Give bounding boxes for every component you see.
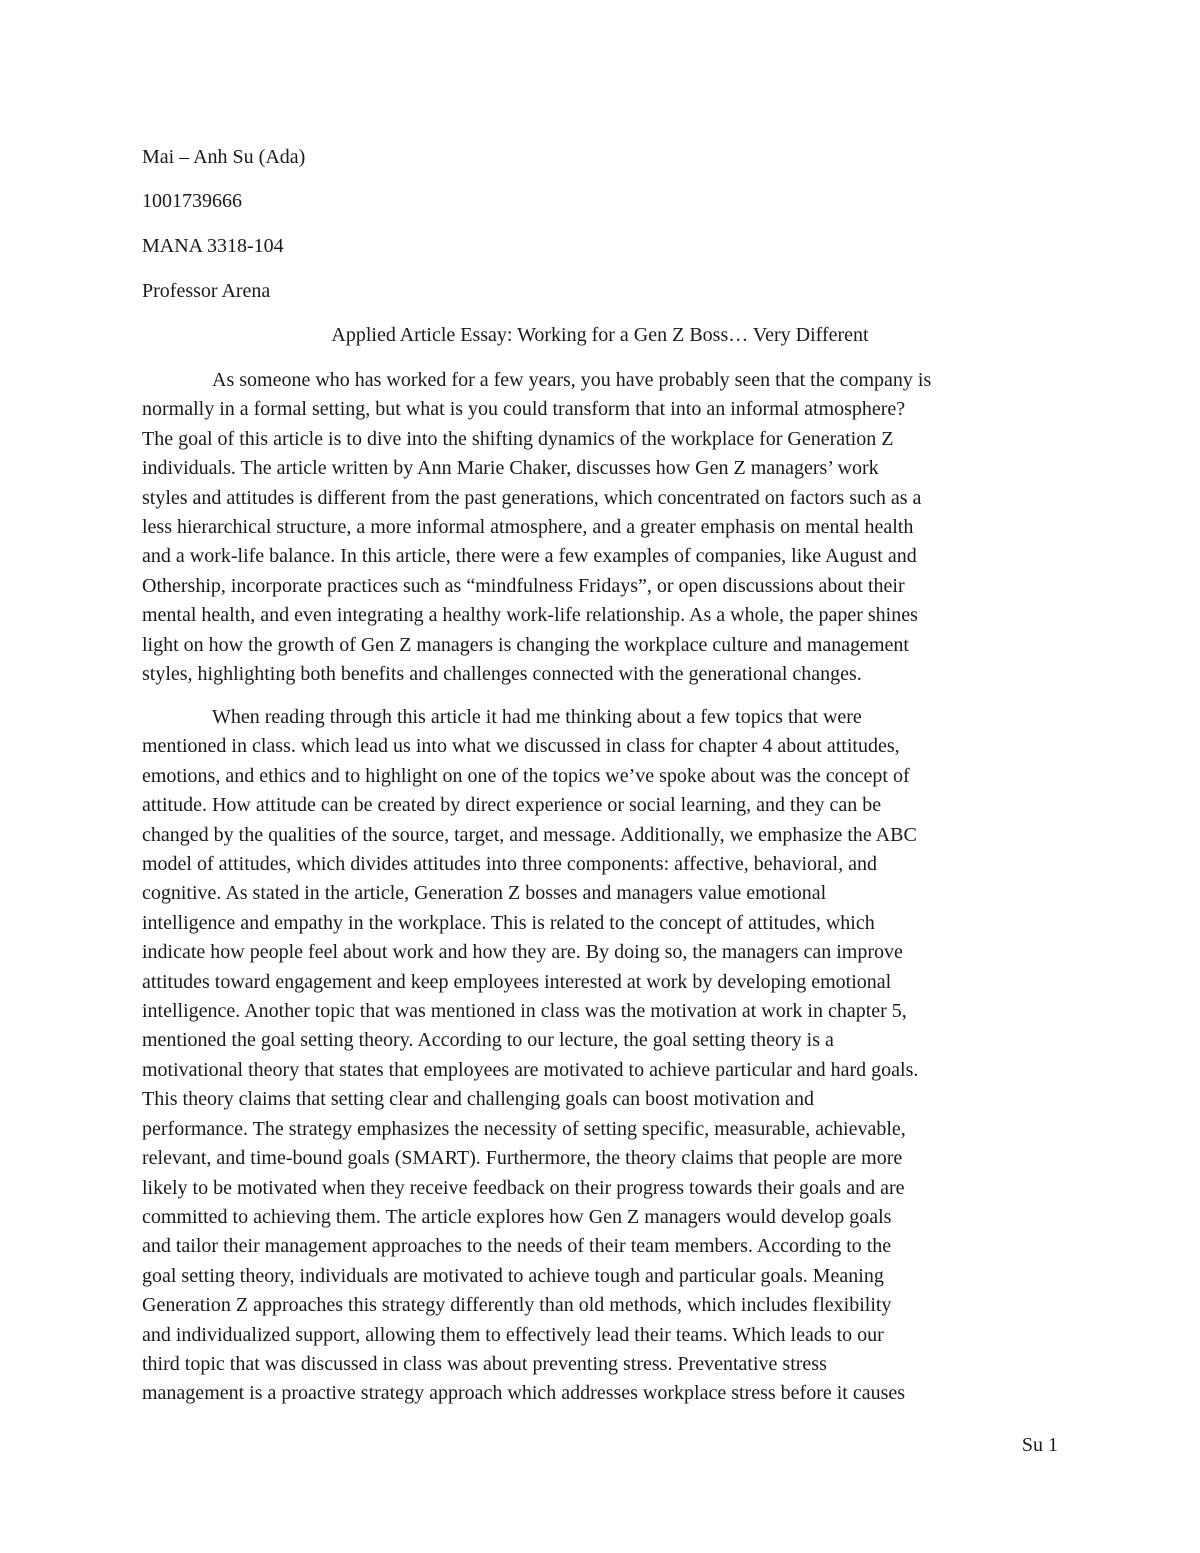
essay-title: Applied Article Essay: Working for a Gen Z Boss… Very Different (331, 324, 869, 346)
text-line: This theory claims that setting clear and challenging goals can boost motivation and (142, 1088, 815, 1111)
text-line: Generation Z approaches this strategy differently than old methods, which includes flexibility (142, 1294, 892, 1317)
text-line: model of attitudes, which divides attitudes into three components: affective, behavioral, and (142, 853, 877, 876)
text-line: relevant, and time-bound goals (SMART). Furthermore, the theory claims that people are more (142, 1147, 903, 1170)
page-number: Su 1 (1021, 1434, 1058, 1456)
text-line: As someone who has worked for a few years, you have probably seen that the company is (212, 369, 932, 391)
text-line: attitude. How attitude can be created by direct experience or social learning, and they can be (142, 794, 882, 817)
text-line: mentioned in class. which lead us into what we discussed in class for chapter 4 about attitudes, (142, 735, 900, 758)
text-line: less hierarchical structure, a more informal atmosphere, and a greater emphasis on mental health (142, 516, 914, 539)
author-name: Mai – Anh Su (Ada) (142, 146, 306, 168)
text-line: light on how the growth of Gen Z managers is changing the workplace culture and management (142, 633, 909, 656)
paragraph-1 (142, 366, 1067, 689)
student-id: 1001739666 (142, 190, 242, 212)
text-line: attitudes toward engagement and keep employees interested at work by developing emotional (142, 970, 892, 993)
text-line: mentioned the goal setting theory. According to our lecture, the goal setting theory is a (142, 1029, 834, 1052)
course-code: MANA 3318-104 (142, 235, 284, 257)
text-line: third topic that was discussed in class was about preventing stress. Preventative stress (142, 1352, 827, 1375)
text-line: indicate how people feel about work and how they are. By doing so, the managers can improve (142, 941, 903, 964)
text-line: styles and attitudes is different from the past generations, which concentrated on factors such as a (142, 486, 922, 509)
text-line: Othership, incorporate practices such as “mindfulness Fridays”, or open discussions about their (142, 574, 905, 597)
text-line: and a work-life balance. In this article, there were a few examples of companies, like August and (142, 545, 917, 568)
text-line: styles, highlighting both benefits and challenges connected with the generational changes. (142, 663, 862, 686)
text-line: When reading through this article it had me thinking about a few topics that were (212, 706, 862, 728)
text-line: changed by the qualities of the source, target, and message. Additionally, we emphasize the ABC (142, 823, 917, 846)
text-line: motivational theory that states that employees are motivated to achieve particular and hard goals. (142, 1058, 919, 1081)
text-line: management is a proactive strategy approach which addresses workplace stress before it causes (142, 1382, 906, 1405)
professor-name: Professor Arena (142, 280, 271, 302)
text-line: performance. The strategy emphasizes the necessity of setting specific, measurable, achievable, (142, 1117, 906, 1140)
text-line: The goal of this article is to dive into the shifting dynamics of the workplace for Generation Z (142, 427, 894, 450)
text-line: individuals. The article written by Ann Marie Chaker, discusses how Gen Z managers’ work (142, 457, 879, 480)
text-line: and individualized support, allowing them to effectively lead their teams. Which leads to our (142, 1323, 884, 1346)
text-line: committed to achieving them. The article explores how Gen Z managers would develop goals (142, 1205, 892, 1228)
text-line: goal setting theory, individuals are motivated to achieve tough and particular goals. Meaning (142, 1264, 884, 1287)
text-line: normally in a formal setting, but what is you could transform that into an informal atmosphere? (142, 398, 906, 421)
text-line: emotions, and ethics and to highlight on one of the topics we’ve spoke about was the concept of (142, 764, 910, 787)
text-line: intelligence and empathy in the workplace. This is related to the concept of attitudes, which (142, 911, 875, 934)
text-line: intelligence. Another topic that was mentioned in class was the motivation at work in chapter 5, (142, 1000, 907, 1023)
text-line: cognitive. As stated in the article, Generation Z bosses and managers value emotional (142, 882, 827, 905)
text-line: and tailor their management approaches to the needs of their team members. According to the (142, 1235, 892, 1258)
paragraph-2 (142, 703, 1067, 1409)
text-line: mental health, and even integrating a healthy work-life relationship. As a whole, the paper shines (142, 604, 918, 627)
text-line: likely to be motivated when they receive feedback on their progress towards their goals and are (142, 1176, 905, 1199)
